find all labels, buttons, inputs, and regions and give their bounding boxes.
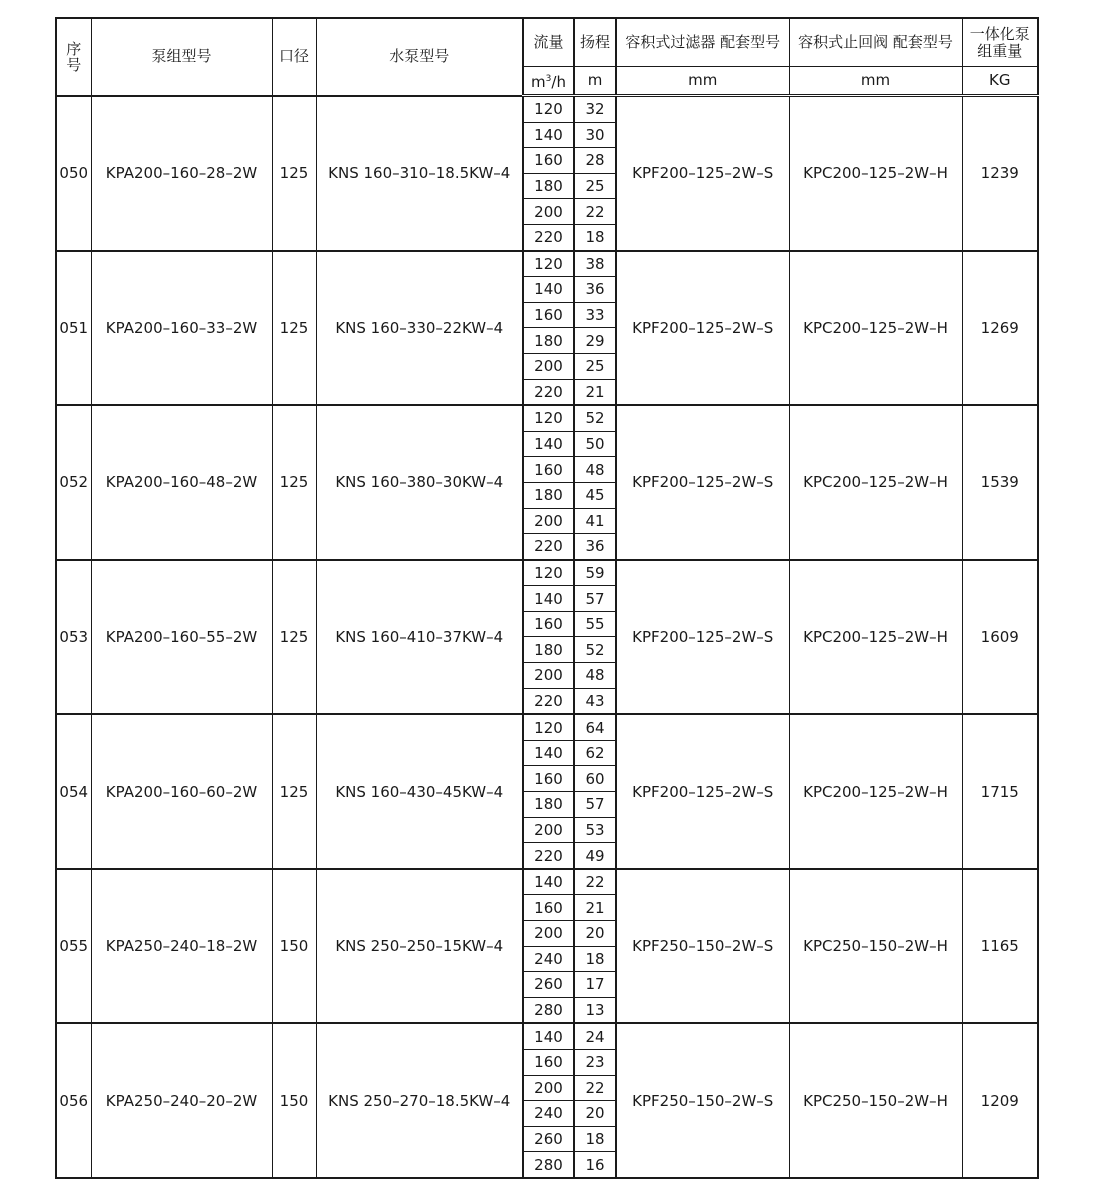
flow-cell: 120 [523,251,574,277]
pump-model-cell: KNS 250–250–15KW–4 [316,869,523,1024]
head-cell: 18 [574,224,616,250]
header-weight: 一体化泵 组重量 [962,18,1038,67]
head-cell: 22 [574,869,616,895]
flow-cell: 260 [523,1126,574,1152]
pump-model-cell: KNS 160–410–37KW–4 [316,560,523,715]
filter-cell: KPF200–125–2W–S [616,714,789,869]
flow-cell: 120 [523,405,574,431]
unit-model-cell: KPA250–240–20–2W [91,1023,272,1178]
flow-cell: 160 [523,1049,574,1075]
flow-cell: 120 [523,96,574,123]
flow-cell: 140 [523,869,574,895]
head-cell: 36 [574,534,616,560]
flow-cell: 200 [523,663,574,689]
pump-model-cell: KNS 160–380–30KW–4 [316,405,523,560]
filter-cell: KPF200–125–2W–S [616,251,789,406]
flow-cell: 200 [523,508,574,534]
head-cell: 25 [574,353,616,379]
unit-filter: mm [616,67,789,96]
unit-flow [523,67,574,96]
head-cell: 45 [574,482,616,508]
diameter-cell: 125 [272,405,316,560]
table-row [56,251,1038,277]
flow-cell: 200 [523,817,574,843]
weight-cell: 1165 [962,869,1038,1024]
head-cell: 21 [574,895,616,921]
unit-flow-tail: /h [551,72,566,91]
diameter-cell: 125 [272,96,316,251]
header-unit-model: 泵组型号 [91,18,272,96]
unit-model-cell: KPA200–160–48–2W [91,405,272,560]
head-cell: 18 [574,1126,616,1152]
head-cell: 18 [574,946,616,972]
flow-cell: 140 [523,586,574,612]
flow-cell: 180 [523,328,574,354]
head-cell: 24 [574,1023,616,1049]
diameter-cell: 125 [272,714,316,869]
flow-cell: 160 [523,895,574,921]
flow-cell: 220 [523,224,574,250]
unit-flow-base: m [531,72,546,91]
header-check-valve: 容积式止回阀 配套型号 [789,18,962,67]
table-body [56,96,1038,1178]
head-cell: 21 [574,379,616,405]
flow-cell: 200 [523,353,574,379]
check-valve-cell: KPC250–150–2W–H [789,869,962,1024]
head-cell: 29 [574,328,616,354]
head-cell: 64 [574,714,616,740]
head-cell: 48 [574,663,616,689]
flow-cell: 140 [523,740,574,766]
table-row [56,714,1038,740]
flow-cell: 180 [523,637,574,663]
head-cell: 57 [574,586,616,612]
unit-weight: KG [962,67,1038,96]
head-cell: 48 [574,457,616,483]
check-valve-cell: KPC200–125–2W–H [789,405,962,560]
head-cell: 23 [574,1049,616,1075]
diameter-cell: 150 [272,869,316,1024]
seq-cell: 053 [56,560,91,715]
table-row [56,869,1038,895]
flow-cell: 160 [523,457,574,483]
filter-cell: KPF200–125–2W–S [616,405,789,560]
head-cell: 36 [574,277,616,303]
check-valve-cell: KPC200–125–2W–H [789,96,962,251]
flow-cell: 220 [523,534,574,560]
flow-cell: 180 [523,173,574,199]
unit-model-cell: KPA200–160–60–2W [91,714,272,869]
header-seq: 序号 [56,18,91,96]
header-head: 扬程 [574,18,616,67]
weight-cell: 1715 [962,714,1038,869]
flow-cell: 140 [523,431,574,457]
flow-cell: 240 [523,946,574,972]
unit-model-cell: KPA250–240–18–2W [91,869,272,1024]
table-row [56,96,1038,123]
weight-cell: 1609 [962,560,1038,715]
head-cell: 20 [574,1101,616,1127]
head-cell: 28 [574,148,616,174]
head-cell: 53 [574,817,616,843]
table-row [56,405,1038,431]
head-cell: 17 [574,972,616,998]
pump-spec-table [55,17,1039,1179]
unit-model-cell: KPA200–160–33–2W [91,251,272,406]
flow-cell: 280 [523,997,574,1023]
seq-cell: 054 [56,714,91,869]
flow-cell: 200 [523,199,574,225]
head-cell: 49 [574,843,616,869]
head-cell: 60 [574,766,616,792]
head-cell: 57 [574,792,616,818]
head-cell: 33 [574,302,616,328]
flow-cell: 220 [523,379,574,405]
head-cell: 20 [574,921,616,947]
flow-cell: 220 [523,688,574,714]
head-cell: 32 [574,96,616,123]
flow-cell: 260 [523,972,574,998]
head-cell: 59 [574,560,616,586]
pump-model-cell: KNS 160–310–18.5KW–4 [316,96,523,251]
head-cell: 30 [574,122,616,148]
unit-model-cell: KPA200–160–28–2W [91,96,272,251]
flow-cell: 140 [523,122,574,148]
table-row [56,1023,1038,1049]
head-cell: 43 [574,688,616,714]
flow-cell: 160 [523,611,574,637]
head-cell: 52 [574,405,616,431]
filter-cell: KPF250–150–2W–S [616,869,789,1024]
flow-cell: 280 [523,1152,574,1178]
head-cell: 62 [574,740,616,766]
weight-cell: 1539 [962,405,1038,560]
header-filter: 容积式过滤器 配套型号 [616,18,789,67]
check-valve-cell: KPC200–125–2W–H [789,251,962,406]
header-flow: 流量 [523,18,574,67]
flow-cell: 140 [523,1023,574,1049]
head-cell: 38 [574,251,616,277]
unit-flow-sup: 3 [545,73,552,84]
seq-cell: 050 [56,96,91,251]
check-valve-cell: KPC200–125–2W–H [789,714,962,869]
filter-cell: KPF200–125–2W–S [616,560,789,715]
flow-cell: 140 [523,277,574,303]
check-valve-cell: KPC200–125–2W–H [789,560,962,715]
head-cell: 52 [574,637,616,663]
flow-cell: 200 [523,1075,574,1101]
pump-model-cell: KNS 160–330–22KW–4 [316,251,523,406]
unit-check-valve: mm [789,67,962,96]
head-cell: 13 [574,997,616,1023]
seq-cell: 052 [56,405,91,560]
flow-cell: 240 [523,1101,574,1127]
weight-cell: 1209 [962,1023,1038,1178]
filter-cell: KPF200–125–2W–S [616,96,789,251]
pump-model-cell: KNS 160–430–45KW–4 [316,714,523,869]
head-cell: 16 [574,1152,616,1178]
seq-cell: 055 [56,869,91,1024]
diameter-cell: 150 [272,1023,316,1178]
flow-cell: 200 [523,921,574,947]
check-valve-cell: KPC250–150–2W–H [789,1023,962,1178]
head-cell: 25 [574,173,616,199]
flow-cell: 160 [523,302,574,328]
unit-model-cell: KPA200–160–55–2W [91,560,272,715]
diameter-cell: 125 [272,251,316,406]
flow-cell: 120 [523,714,574,740]
head-cell: 41 [574,508,616,534]
header-pump-model: 水泵型号 [316,18,523,96]
unit-head: m [574,67,616,96]
flow-cell: 180 [523,792,574,818]
pump-model-cell: KNS 250–270–18.5KW–4 [316,1023,523,1178]
flow-cell: 160 [523,766,574,792]
flow-cell: 160 [523,148,574,174]
head-cell: 22 [574,199,616,225]
seq-cell: 051 [56,251,91,406]
weight-cell: 1269 [962,251,1038,406]
weight-cell: 1239 [962,96,1038,251]
seq-cell: 056 [56,1023,91,1178]
head-cell: 50 [574,431,616,457]
diameter-cell: 125 [272,560,316,715]
flow-cell: 180 [523,482,574,508]
flow-cell: 220 [523,843,574,869]
table-row [56,560,1038,586]
head-cell: 55 [574,611,616,637]
flow-cell: 120 [523,560,574,586]
header-diameter: 口径 [272,18,316,96]
head-cell: 22 [574,1075,616,1101]
filter-cell: KPF250–150–2W–S [616,1023,789,1178]
